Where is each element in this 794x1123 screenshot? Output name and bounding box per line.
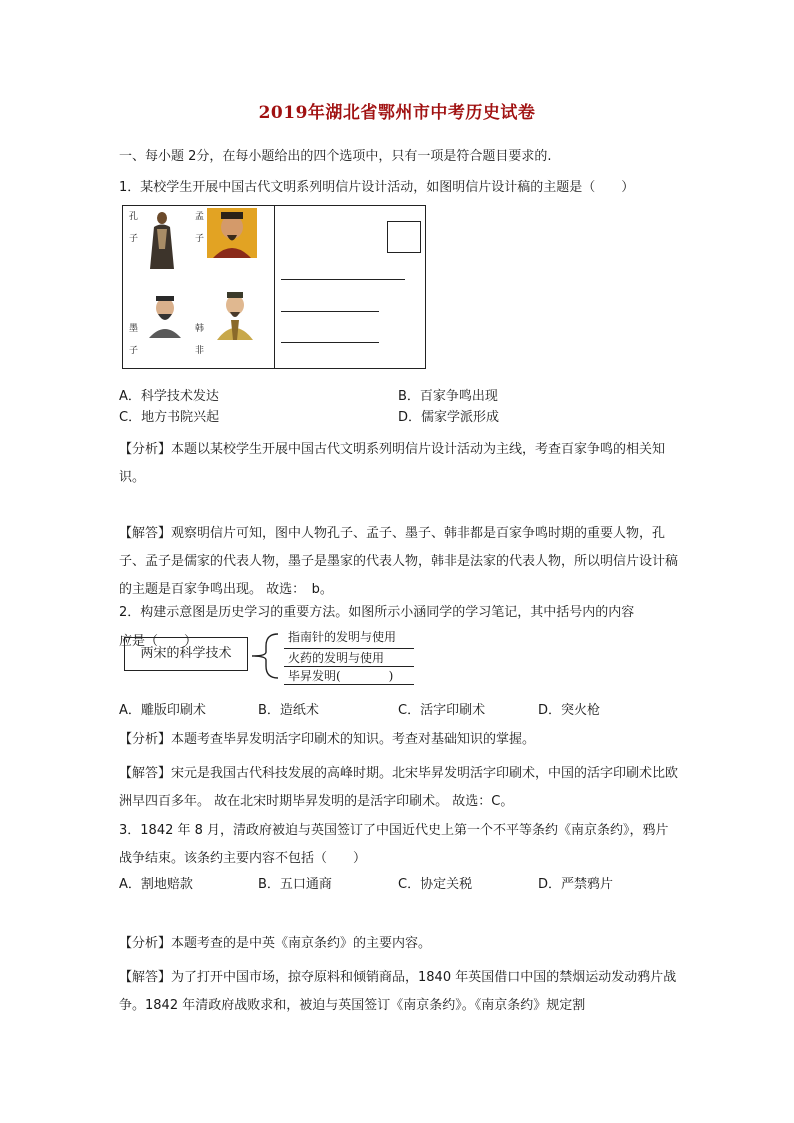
diagram-main-box: 两宋的科学技术: [124, 637, 248, 671]
q2-option-a: A．雕版印刷术: [119, 703, 206, 718]
q1-option-a: A．科学技术发达: [119, 389, 219, 404]
stamp-box: [387, 221, 421, 253]
label-hanfei: 韩 非: [195, 324, 205, 356]
q2-stem-line1: 2．构建示意图是历史学习的重要方法。如图所示小涵同学的学习笔记，其中括号内的内容: [119, 605, 635, 620]
postcard-figure: [122, 205, 426, 369]
q2-option-b: B．造纸术: [258, 703, 319, 718]
diagram-item-bisheng: 毕昇发明( ): [288, 669, 394, 683]
diagram-brace: [248, 630, 288, 682]
q3-analysis: 【分析】本题考查的是中英《南京条约》的主要内容。: [119, 936, 432, 951]
q2-option-d: D．突火枪: [538, 703, 601, 718]
label-mengzi: 孟 子: [195, 212, 205, 244]
diagram-item-compass: 指南针的发明与使用: [288, 630, 397, 644]
q1-option-d: D．儒家学派形成: [398, 410, 500, 425]
q2-stem-line2: 应是（ ）: [119, 634, 198, 649]
q2-analysis: 【分析】本题考查毕昇发明活字印刷术的知识。考查对基础知识的掌握。: [119, 732, 536, 747]
q1-option-c: C．地方书院兴起: [119, 410, 220, 425]
postcard-divider: [274, 206, 275, 368]
q1-answer: 【解答】观察明信片可知，图中人物孔子、孟子、墨子、韩非都是百家争鸣时期的重要人物，孔子、孟子是儒家的代表人物，墨子是墨家的代表人物，韩非是法家的代表人物，所以明信片设计稿的主题是百家争鸣出现。 故选： b。: [119, 526, 679, 597]
q1-analysis: 【分析】本题以某校学生开展中国古代文明系列明信片设计活动为主线，考查百家争鸣的相关知识。: [119, 442, 666, 485]
q1-stem: 1．某校学生开展中国古代文明系列明信片设计活动，如图明信片设计稿的主题是（ ）: [119, 180, 635, 195]
q3-option-a: A．割地赔款: [119, 877, 193, 892]
diagram-item-gunpowder: 火药的发明与使用: [288, 651, 385, 665]
page-title: 2019年湖北省鄂州市中考历史试卷: [258, 103, 536, 123]
address-line: [281, 342, 379, 343]
section-heading: 一、每小题 2分，在每小题给出的四个选项中，只有一项是符合题目要求的.: [119, 149, 552, 164]
portrait-mengzi: [207, 208, 257, 258]
label-kongzi: 孔 子: [129, 212, 139, 244]
q3-option-d: D．严禁鸦片: [538, 877, 614, 892]
q2-option-c: C．活字印刷术: [398, 703, 486, 718]
address-line: [281, 279, 405, 280]
q3-answer: 【解答】为了打开中国市场，掠夺原料和倾销商品，1840 年英国借口中国的禁烟运动发动鸦片战争。1842 年清政府战败求和，被迫与英国签订《南京条约》。《南京条约》规定割: [119, 970, 677, 1013]
diagram-underline: [284, 684, 414, 685]
q3-option-b: B．五口通商: [258, 877, 332, 892]
portrait-kongzi: [145, 209, 179, 271]
label-mozi: 墨 子: [129, 324, 139, 356]
q1-option-b: B．百家争鸣出现: [398, 389, 498, 404]
address-line: [281, 311, 379, 312]
q3-stem: 3．1842 年 8 月，清政府被迫与英国签订了中国近代史上第一个不平等条约《南京条约》，鸦片战争结束。该条约主要内容不包括（ ）: [119, 823, 669, 866]
portrait-mozi: [147, 294, 183, 338]
q3-option-c: C．协定关税: [398, 877, 473, 892]
portrait-hanfei: [215, 290, 255, 340]
q2-answer: 【解答】宋元是我国古代科技发展的高峰时期。北宋毕昇发明活字印刷术，中国的活字印刷术比欧洲早四百多年。 故在北宋时期毕昇发明的是活字印刷术。 故选：C。: [119, 766, 679, 809]
